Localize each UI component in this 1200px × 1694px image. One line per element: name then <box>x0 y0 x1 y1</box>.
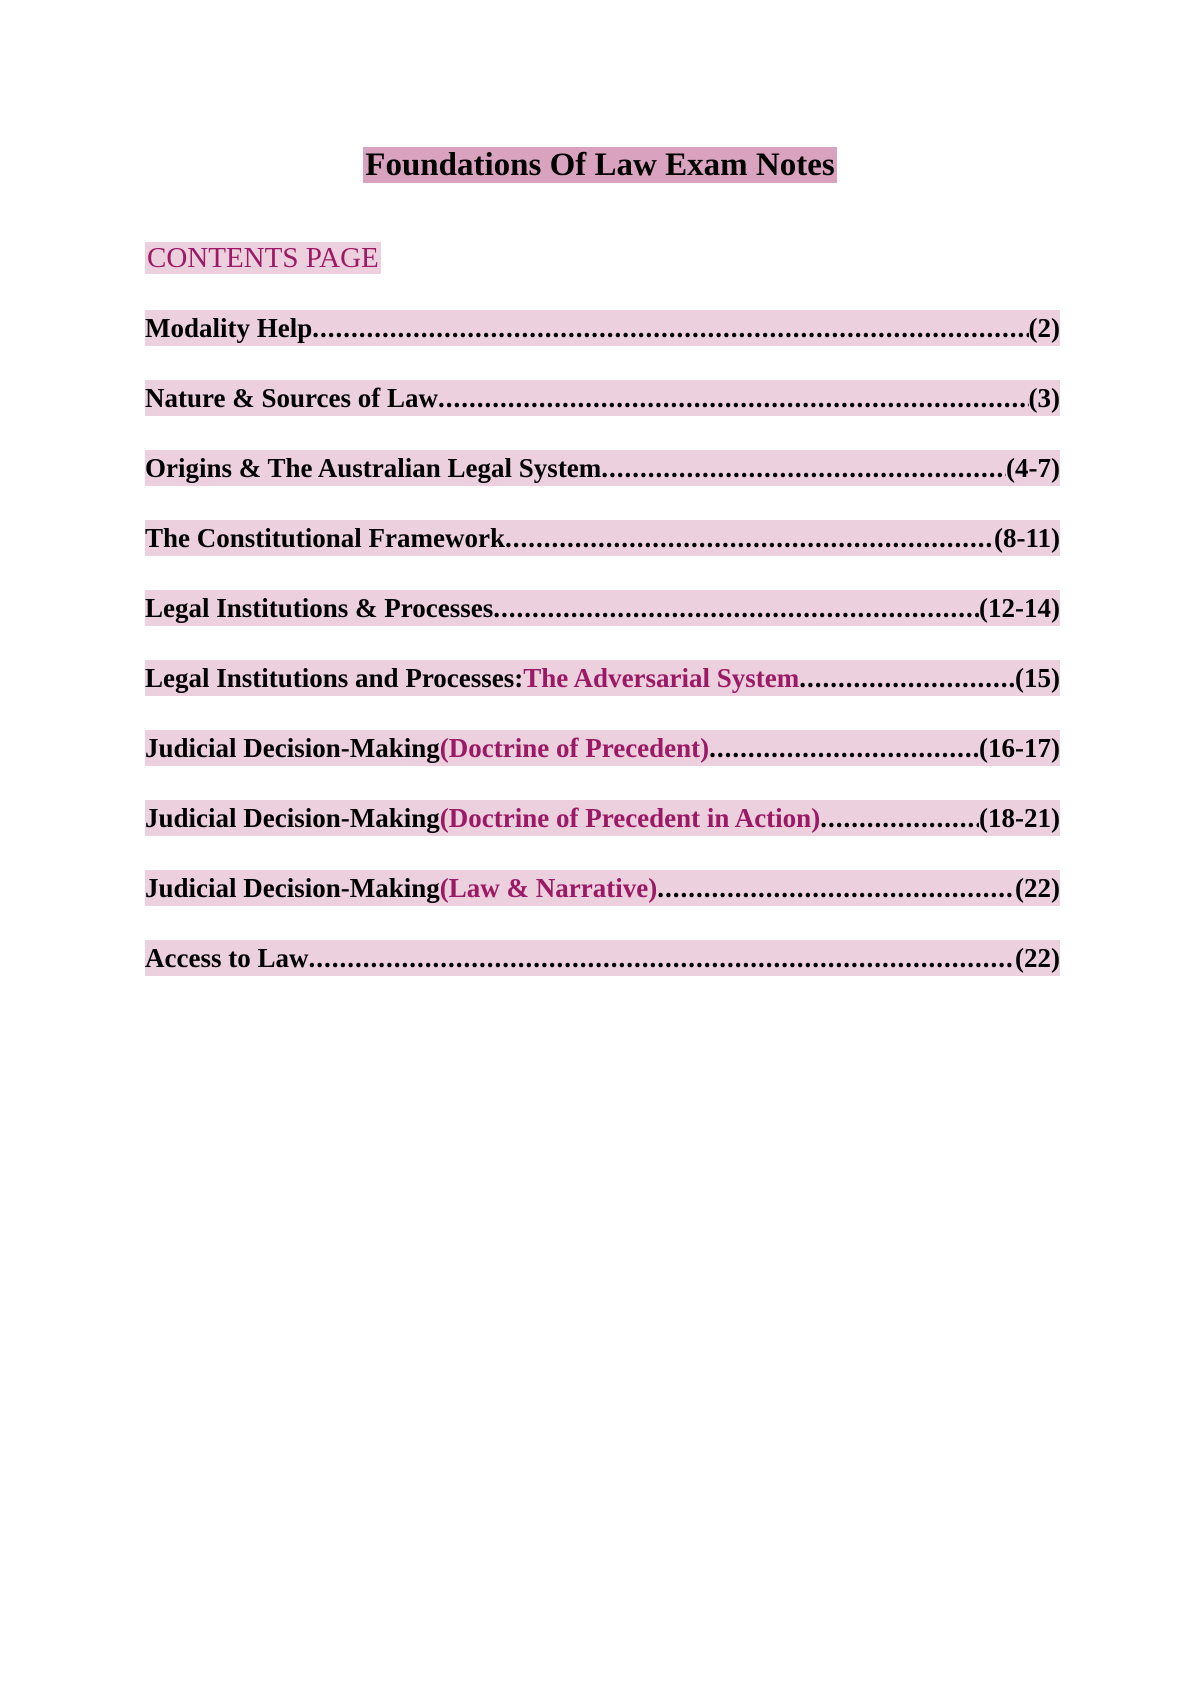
toc-dot-leader <box>799 660 1015 696</box>
toc-entry-label: Legal Institutions & Processes <box>145 593 494 623</box>
toc-entry-law-narrative <box>145 870 1060 906</box>
contents-heading <box>145 240 381 276</box>
table-of-contents <box>145 310 1060 1010</box>
toc-entry-subtitle: (Law & Narrative) <box>439 873 658 903</box>
toc-entry-nature-sources <box>145 380 1060 416</box>
toc-entry-constitutional-framework <box>145 520 1060 556</box>
toc-entry-label: Nature & Sources of Law <box>145 383 438 413</box>
toc-entry-page: (18-21) <box>979 803 1060 833</box>
toc-entry-label: Judicial Decision-Making <box>145 803 440 833</box>
toc-entry-label: Judicial Decision-Making <box>145 733 440 763</box>
toc-entry-precedent-in-action <box>145 800 1060 836</box>
toc-entry-doctrine-precedent <box>145 730 1060 766</box>
toc-entry-label: The Constitutional Framework <box>145 523 505 553</box>
toc-entry-subtitle: The Adversarial System <box>523 663 800 693</box>
toc-entry-page: (16-17) <box>979 733 1060 763</box>
toc-entry-page: (8-11) <box>994 523 1060 553</box>
toc-dot-leader <box>438 380 1029 416</box>
toc-entry-adversarial-system <box>145 660 1060 696</box>
toc-entry-origins <box>145 450 1060 486</box>
toc-dot-leader <box>601 450 1006 486</box>
toc-dot-leader <box>308 940 1015 976</box>
toc-entry-page: (22) <box>1015 873 1060 903</box>
toc-entry-page: (4-7) <box>1006 453 1060 483</box>
toc-dot-leader <box>493 590 979 626</box>
toc-entry-legal-institutions <box>145 590 1060 626</box>
toc-dot-leader <box>820 800 979 836</box>
toc-dot-leader <box>657 870 1015 906</box>
toc-entry-subtitle: (Doctrine of Precedent in Action) <box>439 803 821 833</box>
toc-dot-leader <box>505 520 994 556</box>
document-title <box>0 144 1200 186</box>
toc-entry-page: (12-14) <box>979 593 1060 623</box>
toc-entry-label: Access to Law <box>145 943 309 973</box>
toc-entry-page: (22) <box>1015 943 1060 973</box>
toc-entry-subtitle: (Doctrine of Precedent) <box>439 733 710 763</box>
toc-dot-leader <box>709 730 979 766</box>
toc-entry-page: (15) <box>1015 663 1060 693</box>
toc-entry-label: Judicial Decision-Making <box>145 873 440 903</box>
toc-entry-page: (2) <box>1028 313 1060 343</box>
toc-dot-leader <box>312 310 1028 346</box>
toc-entry-label: Legal Institutions and Processes: <box>145 663 524 693</box>
toc-entry-label: Modality Help <box>145 313 313 343</box>
contents-heading-text: CONTENTS PAGE <box>147 242 379 274</box>
toc-entry-page: (3) <box>1028 383 1060 413</box>
document-title-text: Foundations Of Law Exam Notes <box>365 147 835 183</box>
toc-entry-access-to-law <box>145 940 1060 976</box>
toc-entry-modality-help <box>145 310 1060 346</box>
toc-entry-label: Origins & The Australian Legal System <box>145 453 602 483</box>
